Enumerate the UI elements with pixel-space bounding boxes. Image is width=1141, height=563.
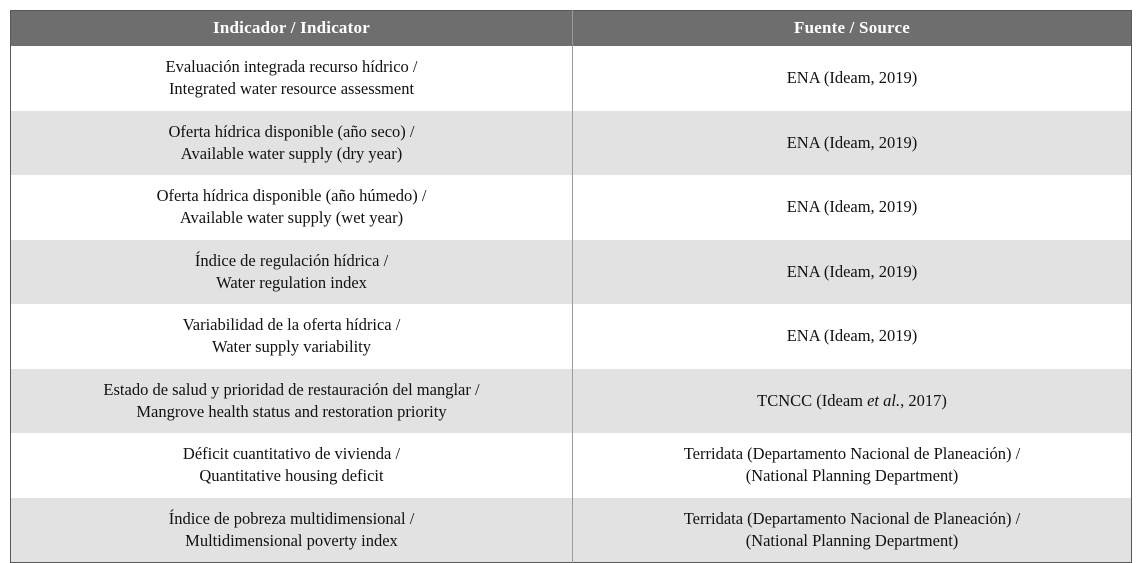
source-text-line1: ENA (Ideam, 2019) — [786, 261, 918, 281]
indicator-text-en: Quantitative housing deficit — [199, 466, 384, 486]
source-text-line1: Terridata (Departamento Nacional de Planeación) / — [683, 444, 1021, 464]
source-text-line1: ENA (Ideam, 2019) — [786, 132, 918, 152]
source-text-line1: TCNCC (Ideam et al., 2017) — [757, 390, 947, 410]
cell-indicator — [11, 111, 573, 176]
source-text-line1: ENA (Ideam, 2019) — [786, 197, 918, 217]
indicator-text-en: Available water supply (dry year) — [180, 143, 403, 163]
cell-source — [573, 304, 1132, 369]
indicator-text-es: Oferta hídrica disponible (año húmedo) / — [156, 186, 427, 206]
source-text-line1: ENA (Ideam, 2019) — [786, 326, 918, 346]
cell-indicator — [11, 369, 573, 434]
cell-source — [573, 111, 1132, 176]
table-body — [11, 46, 1132, 563]
indicator-text-en: Water supply variability — [211, 337, 372, 357]
indicator-text-es: Índice de regulación hídrica / — [194, 250, 389, 270]
cell-indicator — [11, 498, 573, 563]
table-row — [11, 175, 1132, 240]
cell-indicator — [11, 433, 573, 498]
cell-source — [573, 433, 1132, 498]
indicator-text-es: Índice de pobreza multidimensional / — [168, 508, 415, 528]
cell-indicator — [11, 46, 573, 111]
indicator-text-es: Déficit cuantitativo de vivienda / — [182, 444, 401, 464]
source-text-line1: ENA (Ideam, 2019) — [786, 68, 918, 88]
table-row — [11, 304, 1132, 369]
indicator-text-es: Variabilidad de la oferta hídrica / — [182, 315, 401, 335]
cell-source — [573, 46, 1132, 111]
indicator-text-en: Multidimensional poverty index — [185, 530, 398, 550]
table-header-row — [11, 11, 1132, 47]
indicator-text-es: Oferta hídrica disponible (año seco) / — [168, 121, 415, 141]
cell-source — [573, 240, 1132, 305]
indicator-text-es: Evaluación integrada recurso hídrico / — [165, 57, 418, 76]
indicator-source-table — [10, 10, 1132, 563]
cell-indicator — [11, 240, 573, 305]
table-header — [11, 11, 1132, 47]
cell-indicator — [11, 304, 573, 369]
column-header-source: Fuente / Source — [573, 11, 1132, 47]
cell-source — [573, 175, 1132, 240]
cell-indicator — [11, 175, 573, 240]
table-row — [11, 433, 1132, 498]
source-text-line1: Terridata (Departamento Nacional de Planeación) / — [683, 508, 1021, 528]
indicator-text-en: Mangrove health status and restoration priority — [136, 401, 447, 421]
column-header-indicator: Indicador / Indicator — [11, 11, 573, 47]
table-row — [11, 369, 1132, 434]
table-row — [11, 498, 1132, 563]
source-text-line2: (National Planning Department) — [745, 466, 959, 486]
table-row — [11, 111, 1132, 176]
indicator-text-es: Estado de salud y prioridad de restauración del manglar / — [103, 379, 480, 399]
cell-source — [573, 498, 1132, 563]
source-text-line2: (National Planning Department) — [745, 530, 959, 550]
indicator-text-en: Water regulation index — [216, 272, 367, 292]
cell-source — [573, 369, 1132, 434]
table-row — [11, 240, 1132, 305]
indicator-text-en: Available water supply (wet year) — [179, 208, 404, 228]
table-row — [11, 46, 1132, 111]
indicator-text-en: Integrated water resource assessment — [168, 79, 415, 99]
